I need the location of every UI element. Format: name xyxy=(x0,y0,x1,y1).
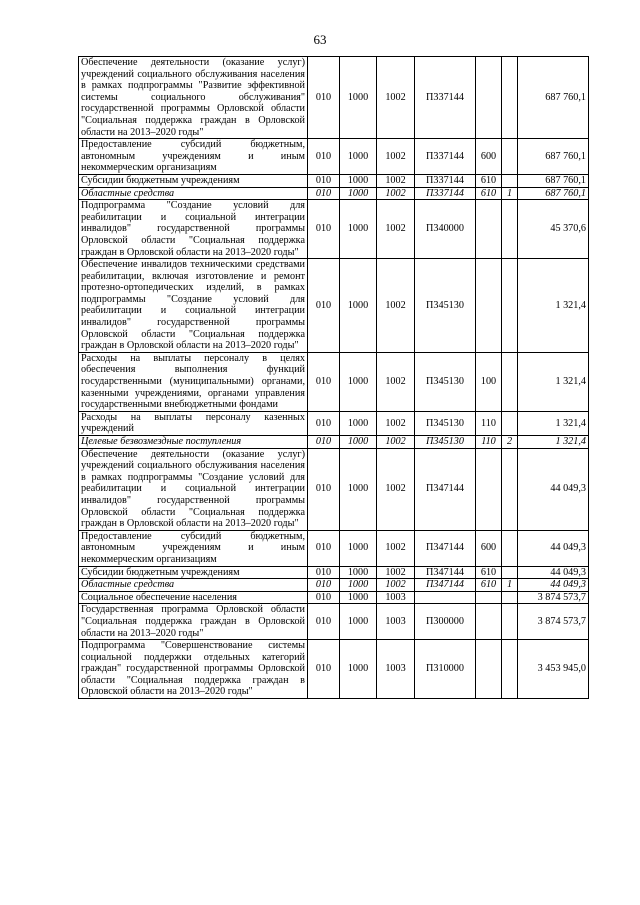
section-code: 1000 xyxy=(340,259,377,353)
subsection-code: 1003 xyxy=(377,640,415,699)
expense-type-code: 600 xyxy=(476,139,502,175)
budget-class-code xyxy=(502,448,518,530)
budget-class-code xyxy=(502,200,518,259)
expense-type-code: 100 xyxy=(476,352,502,411)
grbs-code: 010 xyxy=(308,57,340,139)
expense-type-code xyxy=(476,57,502,139)
table-row xyxy=(79,448,589,530)
subsection-code: 1002 xyxy=(377,174,415,187)
row-name: Подпрограмма "Создание условий для реабилитации и социальной интеграции инвалидов" государственной программы Орловской области "Социальная поддержка граждан в Орловской области на 2013–2020 годы" xyxy=(79,200,308,259)
row-amount: 687 760,1 xyxy=(518,187,589,200)
row-name: Субсидии бюджетным учреждениям xyxy=(79,566,308,579)
section-code: 1000 xyxy=(340,352,377,411)
section-code: 1000 xyxy=(340,436,377,449)
row-name: Субсидии бюджетным учреждениям xyxy=(79,174,308,187)
target-article-code: П337144 xyxy=(415,57,476,139)
row-name: Предоставление субсидий бюджетным, автономным учреждениям и иным некоммерческим организациям xyxy=(79,530,308,566)
row-name: Социальное обеспечение населения xyxy=(79,591,308,604)
target-article-code: П345130 xyxy=(415,411,476,435)
grbs-code: 010 xyxy=(308,352,340,411)
table-row xyxy=(79,591,589,604)
row-name: Расходы на выплаты персоналу в целях обеспечения выполнения функций государственными (муниципальными) органами, казенными учреждениями, органами управления государственными внебюджетными фондами xyxy=(79,352,308,411)
grbs-code: 010 xyxy=(308,448,340,530)
budget-class-code: 1 xyxy=(502,579,518,592)
table-row xyxy=(79,436,589,449)
row-name: Обеспечение деятельности (оказание услуг) учреждений социального обслуживания населения в рамках подпрограммы "Развитие эффективной системы социального обслуживания" государственной программы Орловской области "Социальная поддержка граждан в Орловской области на 2013–2020 годы" xyxy=(79,57,308,139)
grbs-code: 010 xyxy=(308,200,340,259)
table-row xyxy=(79,200,589,259)
section-code: 1000 xyxy=(340,530,377,566)
budget-table xyxy=(78,56,589,699)
table-row xyxy=(79,640,589,699)
target-article-code: П347144 xyxy=(415,579,476,592)
budget-class-code xyxy=(502,640,518,699)
expense-type-code: 610 xyxy=(476,579,502,592)
subsection-code: 1002 xyxy=(377,566,415,579)
table-row xyxy=(79,352,589,411)
section-code: 1000 xyxy=(340,139,377,175)
table-row xyxy=(79,411,589,435)
row-amount: 1 321,4 xyxy=(518,259,589,353)
budget-class-code xyxy=(502,591,518,604)
target-article-code: П345130 xyxy=(415,259,476,353)
grbs-code: 010 xyxy=(308,174,340,187)
row-amount: 3 453 945,0 xyxy=(518,640,589,699)
section-code: 1000 xyxy=(340,604,377,640)
row-amount: 44 049,3 xyxy=(518,566,589,579)
table-row xyxy=(79,259,589,353)
table-row xyxy=(79,57,589,139)
subsection-code: 1002 xyxy=(377,259,415,353)
section-code: 1000 xyxy=(340,448,377,530)
table-row xyxy=(79,530,589,566)
table-row xyxy=(79,579,589,592)
row-amount: 1 321,4 xyxy=(518,411,589,435)
subsection-code: 1002 xyxy=(377,200,415,259)
section-code: 1000 xyxy=(340,640,377,699)
section-code: 1000 xyxy=(340,200,377,259)
row-name: Подпрограмма "Совершенствование системы социальной поддержки отдельных категорий граждан" государственной программы Орловской области "Социальная поддержка граждан в Орловской области на 2013–2020 годы" xyxy=(79,640,308,699)
expense-type-code xyxy=(476,200,502,259)
expense-type-code xyxy=(476,640,502,699)
grbs-code: 010 xyxy=(308,640,340,699)
expense-type-code: 110 xyxy=(476,411,502,435)
table-row xyxy=(79,174,589,187)
target-article-code: П337144 xyxy=(415,139,476,175)
grbs-code: 010 xyxy=(308,530,340,566)
subsection-code: 1002 xyxy=(377,530,415,566)
row-name: Обеспечение инвалидов техническими средствами реабилитации, включая изготовление и ремонт протезно-ортопедических изделий, в рамках подпрограммы "Создание условий для реабилитации и социальной интеграции инвалидов" государственной программы Орловской области "Социальная поддержка граждан в Орловской области на 2013–2020 годы" xyxy=(79,259,308,353)
target-article-code: П340000 xyxy=(415,200,476,259)
subsection-code: 1003 xyxy=(377,591,415,604)
page-number: 63 xyxy=(313,32,327,47)
grbs-code: 010 xyxy=(308,579,340,592)
expense-type-code: 610 xyxy=(476,566,502,579)
budget-class-code xyxy=(502,604,518,640)
subsection-code: 1002 xyxy=(377,436,415,449)
section-code: 1000 xyxy=(340,579,377,592)
row-name: Государственная программа Орловской области "Социальная поддержка граждан в Орловской области на 2013–2020 годы" xyxy=(79,604,308,640)
budget-class-code xyxy=(502,259,518,353)
target-article-code: П300000 xyxy=(415,604,476,640)
target-article-code xyxy=(415,591,476,604)
subsection-code: 1002 xyxy=(377,57,415,139)
budget-class-code xyxy=(502,530,518,566)
row-amount: 44 049,3 xyxy=(518,448,589,530)
expense-type-code xyxy=(476,591,502,604)
target-article-code: П337144 xyxy=(415,187,476,200)
subsection-code: 1002 xyxy=(377,352,415,411)
expense-type-code: 110 xyxy=(476,436,502,449)
budget-class-code: 1 xyxy=(502,187,518,200)
grbs-code: 010 xyxy=(308,591,340,604)
subsection-code: 1002 xyxy=(377,448,415,530)
grbs-code: 010 xyxy=(308,139,340,175)
row-amount: 3 874 573,7 xyxy=(518,591,589,604)
row-name: Обеспечение деятельности (оказание услуг) учреждений социального обслуживания населения в рамках подпрограммы "Создание условий для реабилитации и социальной интеграции инвалидов" государственной программы Орловской области "Социальная поддержка граждан в Орловской области на 2013–2020 годы" xyxy=(79,448,308,530)
table-row xyxy=(79,187,589,200)
row-amount: 44 049,3 xyxy=(518,579,589,592)
budget-class-code xyxy=(502,566,518,579)
section-code: 1000 xyxy=(340,411,377,435)
subsection-code: 1003 xyxy=(377,604,415,640)
budget-class-code: 2 xyxy=(502,436,518,449)
target-article-code: П345130 xyxy=(415,352,476,411)
table-row xyxy=(79,604,589,640)
row-name: Предоставление субсидий бюджетным, автономным учреждениям и иным некоммерческим организациям xyxy=(79,139,308,175)
row-name: Целевые безвозмездные поступления xyxy=(79,436,308,449)
subsection-code: 1002 xyxy=(377,139,415,175)
expense-type-code xyxy=(476,448,502,530)
row-amount: 44 049,3 xyxy=(518,530,589,566)
row-name: Областные средства xyxy=(79,579,308,592)
table-row xyxy=(79,566,589,579)
row-amount: 45 370,6 xyxy=(518,200,589,259)
row-amount: 1 321,4 xyxy=(518,436,589,449)
table-row xyxy=(79,139,589,175)
budget-class-code xyxy=(502,352,518,411)
target-article-code: П347144 xyxy=(415,530,476,566)
subsection-code: 1002 xyxy=(377,187,415,200)
target-article-code: П347144 xyxy=(415,448,476,530)
grbs-code: 010 xyxy=(308,436,340,449)
row-amount: 3 874 573,7 xyxy=(518,604,589,640)
row-amount: 687 760,1 xyxy=(518,57,589,139)
row-name: Областные средства xyxy=(79,187,308,200)
expense-type-code xyxy=(476,604,502,640)
expense-type-code xyxy=(476,259,502,353)
row-amount: 687 760,1 xyxy=(518,174,589,187)
row-amount: 687 760,1 xyxy=(518,139,589,175)
section-code: 1000 xyxy=(340,174,377,187)
grbs-code: 010 xyxy=(308,566,340,579)
row-amount: 1 321,4 xyxy=(518,352,589,411)
section-code: 1000 xyxy=(340,591,377,604)
subsection-code: 1002 xyxy=(377,411,415,435)
section-code: 1000 xyxy=(340,57,377,139)
expense-type-code: 610 xyxy=(476,174,502,187)
budget-class-code xyxy=(502,411,518,435)
section-code: 1000 xyxy=(340,187,377,200)
target-article-code: П310000 xyxy=(415,640,476,699)
row-name: Расходы на выплаты персоналу казенных учреждений xyxy=(79,411,308,435)
budget-class-code xyxy=(502,139,518,175)
grbs-code: 010 xyxy=(308,604,340,640)
section-code: 1000 xyxy=(340,566,377,579)
grbs-code: 010 xyxy=(308,187,340,200)
budget-class-code xyxy=(502,174,518,187)
expense-type-code: 600 xyxy=(476,530,502,566)
target-article-code: П345130 xyxy=(415,436,476,449)
target-article-code: П337144 xyxy=(415,174,476,187)
grbs-code: 010 xyxy=(308,411,340,435)
budget-class-code xyxy=(502,57,518,139)
target-article-code: П347144 xyxy=(415,566,476,579)
subsection-code: 1002 xyxy=(377,579,415,592)
expense-type-code: 610 xyxy=(476,187,502,200)
grbs-code: 010 xyxy=(308,259,340,353)
